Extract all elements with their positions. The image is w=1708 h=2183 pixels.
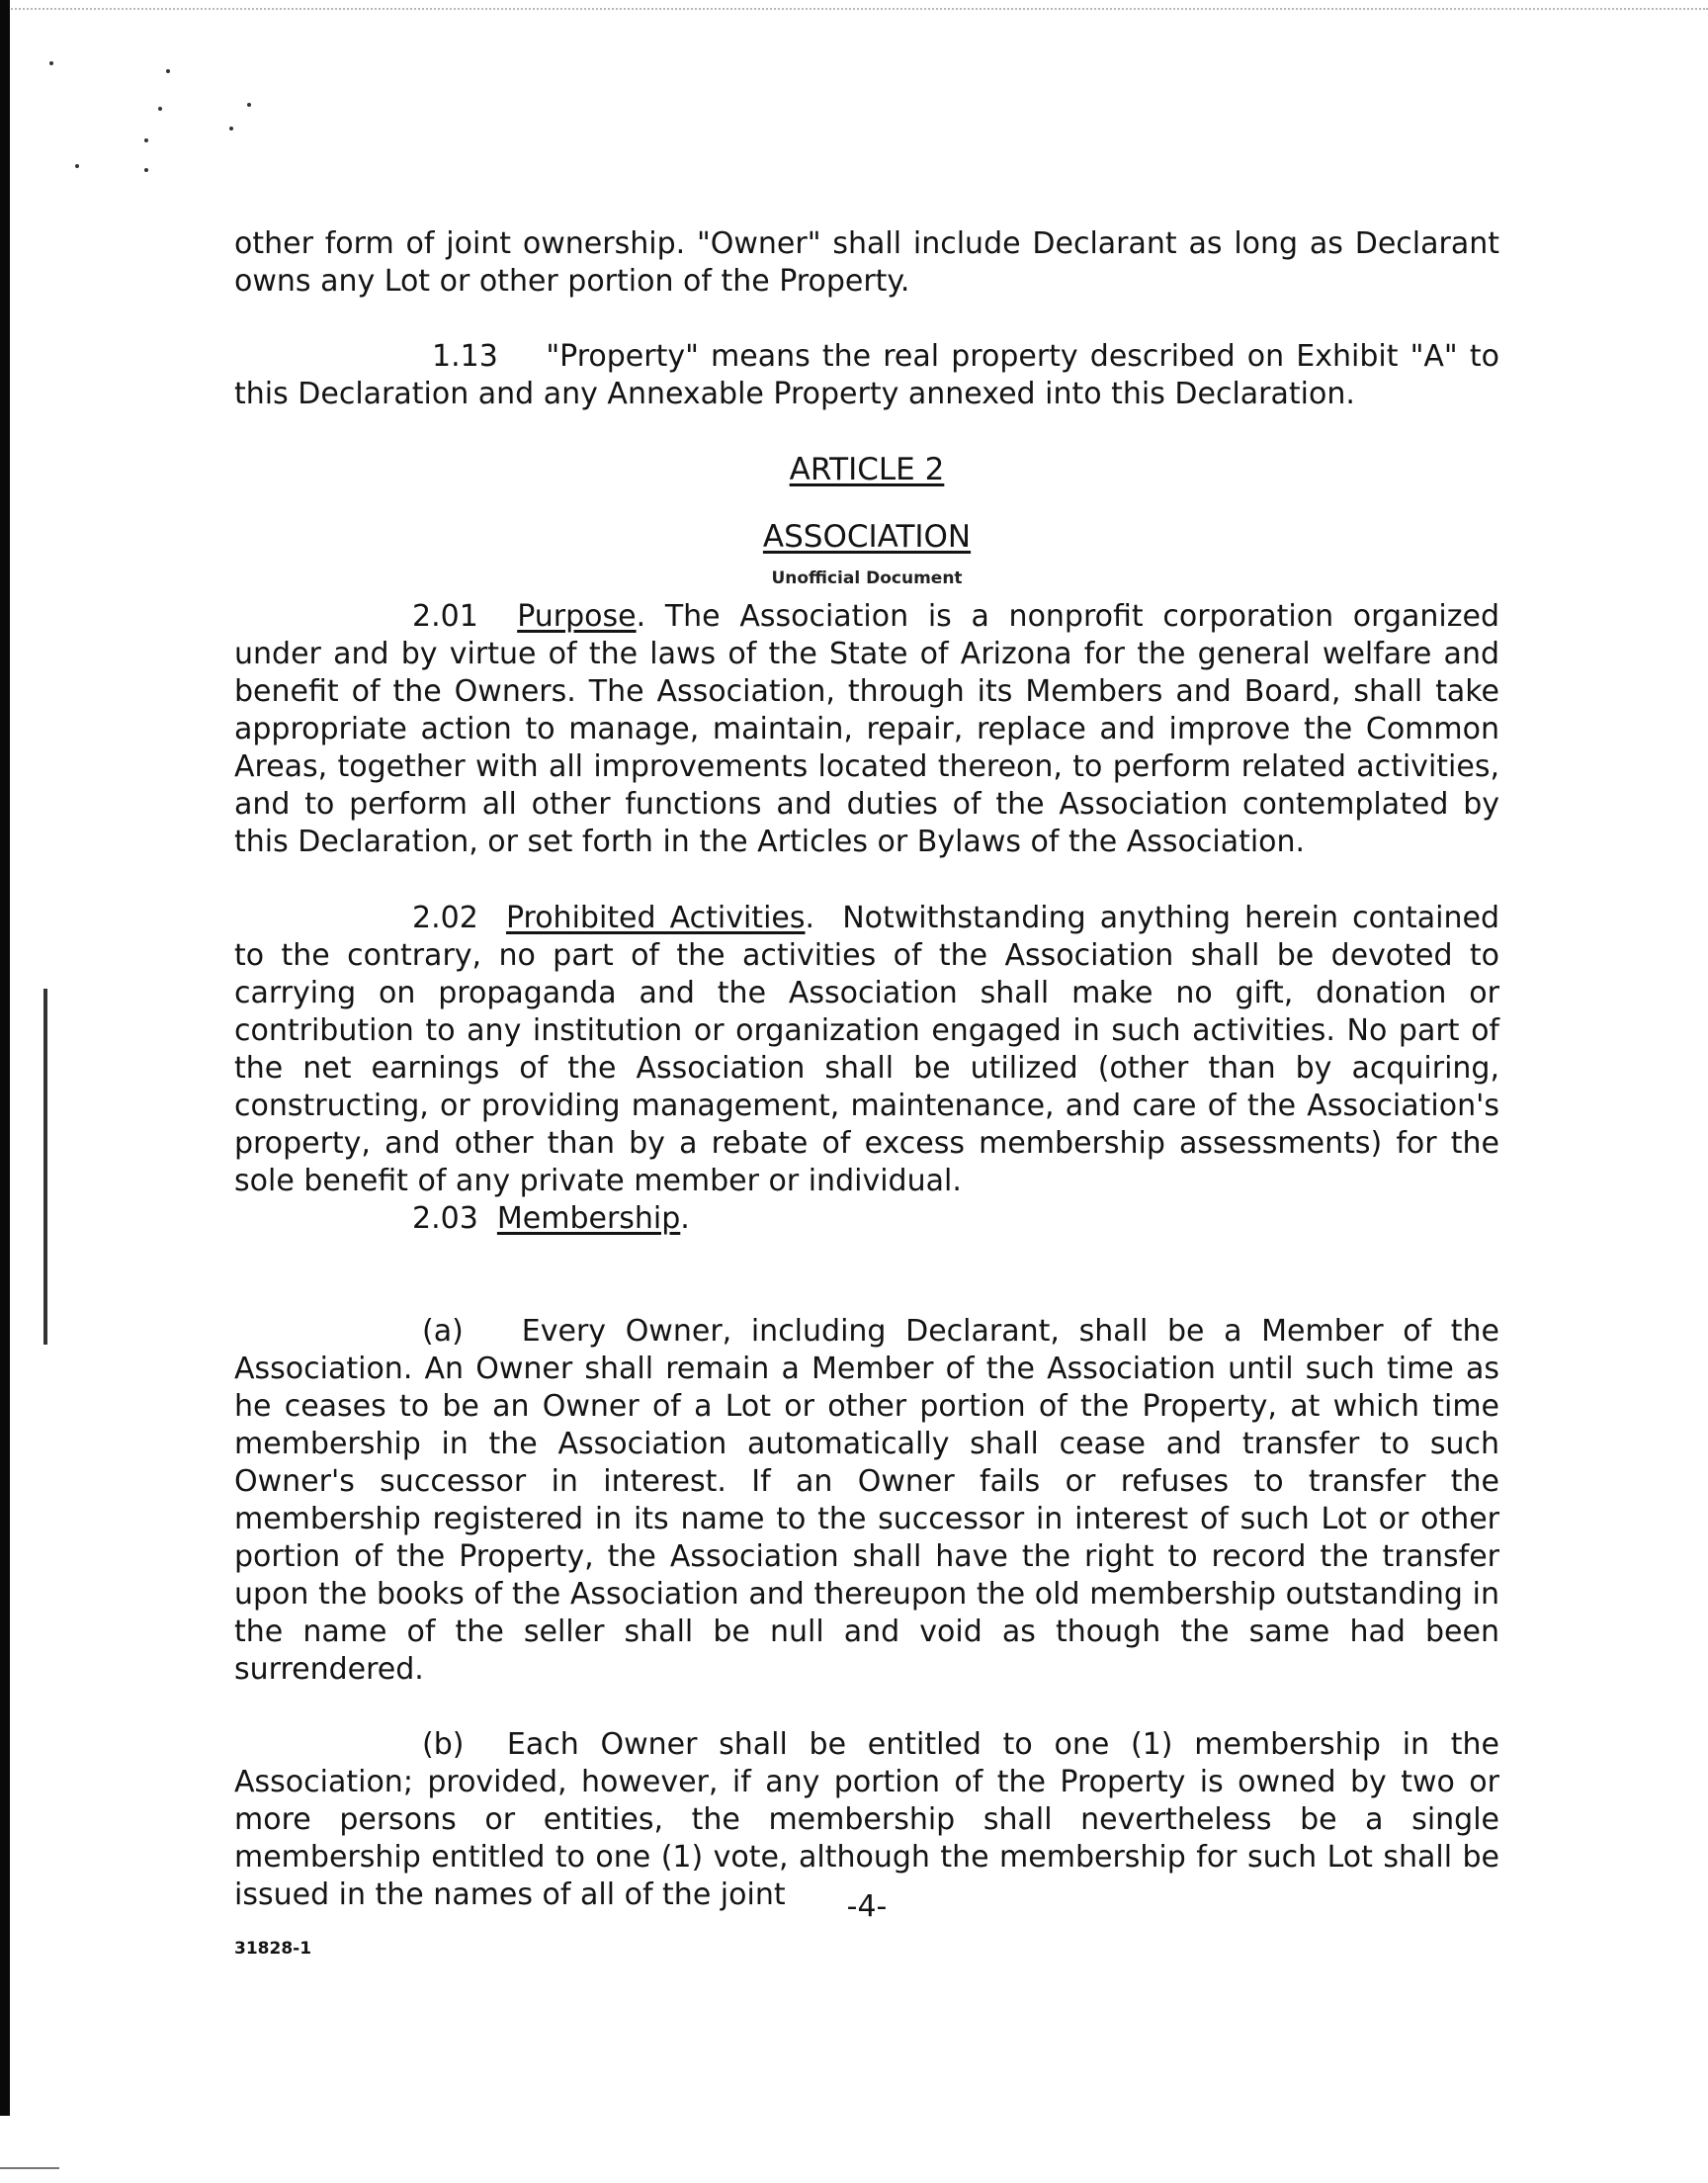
scan-margin-mark bbox=[43, 989, 47, 1345]
scan-speck bbox=[166, 69, 170, 73]
section-2-03: 2.03 Membership. bbox=[412, 1201, 690, 1236]
article-label: ARTICLE 2 bbox=[789, 452, 945, 487]
scan-speck bbox=[247, 103, 251, 107]
scan-speck bbox=[49, 61, 53, 65]
scan-speck bbox=[144, 138, 148, 142]
document-code: 31828-1 bbox=[234, 1939, 312, 1959]
scan-speck bbox=[158, 107, 162, 111]
section-title: Prohibited Activities bbox=[505, 901, 806, 935]
unofficial-document-watermark: Unofficial Document bbox=[771, 568, 963, 588]
section-1-13 bbox=[234, 338, 1499, 413]
scan-speck bbox=[229, 127, 233, 131]
section-number: 2.02 bbox=[412, 901, 478, 935]
section-text: Notwithstanding anything herein contained to the contrary, no part of the activities of the Association shall be devoted to carrying on propaganda and the Association shall make no gift, donation or contribution to any institution or organization engaged in such activities. No part of the net earnings of the Association shall be utilized (other than by acquiring, constructing, or providing management, maintenance, and care of the Association's property, and other than by a rebate of excess membership assessments) for the sole benefit of any private member or individual. bbox=[234, 901, 1500, 1198]
section-text: The Association is a nonprofit corporation organized under and by virtue of the laws of the State of Arizona for the general welfare and benefit of the Owners. The Association, through its Members and Board, shall take appropriate action to manage, maintain, repair, replace and improve the Common Areas, together with all improvements located thereon, to perform related activities, and to perform all other functions and duties of the Association contemplated by this Declaration, or set forth in the Articles or Bylaws of the Association. bbox=[234, 599, 1499, 859]
scan-left-edge-bar bbox=[0, 0, 10, 2116]
continuation-paragraph: other form of joint ownership. "Owner" shall include Declarant as long as Declarant owns any Lot or other portion of the Property. bbox=[234, 226, 1499, 299]
page-number: -4- bbox=[846, 1889, 888, 1924]
scan-bottom-rule bbox=[0, 2167, 59, 2169]
section-number: 2.01 bbox=[412, 599, 478, 634]
article-title: ASSOCIATION bbox=[762, 519, 972, 555]
scan-speck bbox=[75, 164, 79, 168]
subsection-2-03-a bbox=[234, 1313, 1499, 1689]
section-text: "Property" means the real property described on Exhibit "A" to this Declaration and any Annexable Property annexed into this Declaration. bbox=[234, 339, 1499, 411]
section-number: 2.03 bbox=[412, 1201, 478, 1236]
subsection-2-03-b bbox=[234, 1726, 1499, 1914]
section-title: Purpose bbox=[517, 599, 637, 634]
section-2-01: 2.01 Purpose. The Association is a nonprofit corporation organized under and by virtue of the laws of the State of Arizona for the general welfare and benefit of the Owners. The Association, through its Members and Board, shall take appropriate action to manage, maintain, repair, replace and improve the Common Areas, together with all improvements located thereon, to perform related activities, and to perform all other functions and duties of the Association contemplated by this Declaration, or set forth in the Articles or Bylaws of the Association. bbox=[234, 599, 1499, 859]
section-title: Membership bbox=[496, 1201, 681, 1236]
subsection-text: Every Owner, including Declarant, shall be a Member of the Association. An Owner shall remain a Member of the Association until such time as he ceases to be an Owner of a Lot or other portion of the Property, at which time membership in the Association automatically shall cease and transfer to such Owner's successor in interest. If an Owner fails or refuses to transfer the membership registered in its name to the successor in interest of such Lot or other portion of the Property, the Association shall have the right to record the transfer upon the books of the Association and thereupon the old membership outstanding in the name of the seller shall be null and void as though the same had been surrendered. bbox=[234, 1314, 1500, 1687]
subsection-label: (a) bbox=[422, 1314, 464, 1349]
subsection-text: Each Owner shall be entitled to one (1) membership in the Association; provided, however, if any portion of the Property is owned by two or more persons or entities, the membership shall nevertheless be a single membership entitled to one (1) vote, although the membership for such Lot shall be issued in the names of all of the joint bbox=[234, 1727, 1499, 1912]
scan-top-edge bbox=[0, 8, 1708, 10]
section-2-02: 2.02 Prohibited Activities. Notwithstanding anything herein contained to the contrary, no part of the activities of the Association shall be devoted to carrying on propaganda and the Association shall make no gift, donation or contribution to any institution or organization engaged in such activities. No part of the net earnings of the Association shall be utilized (other than by acquiring, constructing, or providing management, maintenance, and care of the Association's property, and other than by a rebate of excess membership assessments) for the sole benefit of any private member or individual. bbox=[234, 901, 1500, 1198]
subsection-label: (b) bbox=[422, 1727, 465, 1762]
scan-speck bbox=[144, 168, 148, 172]
section-number: 1.13 bbox=[432, 339, 498, 374]
